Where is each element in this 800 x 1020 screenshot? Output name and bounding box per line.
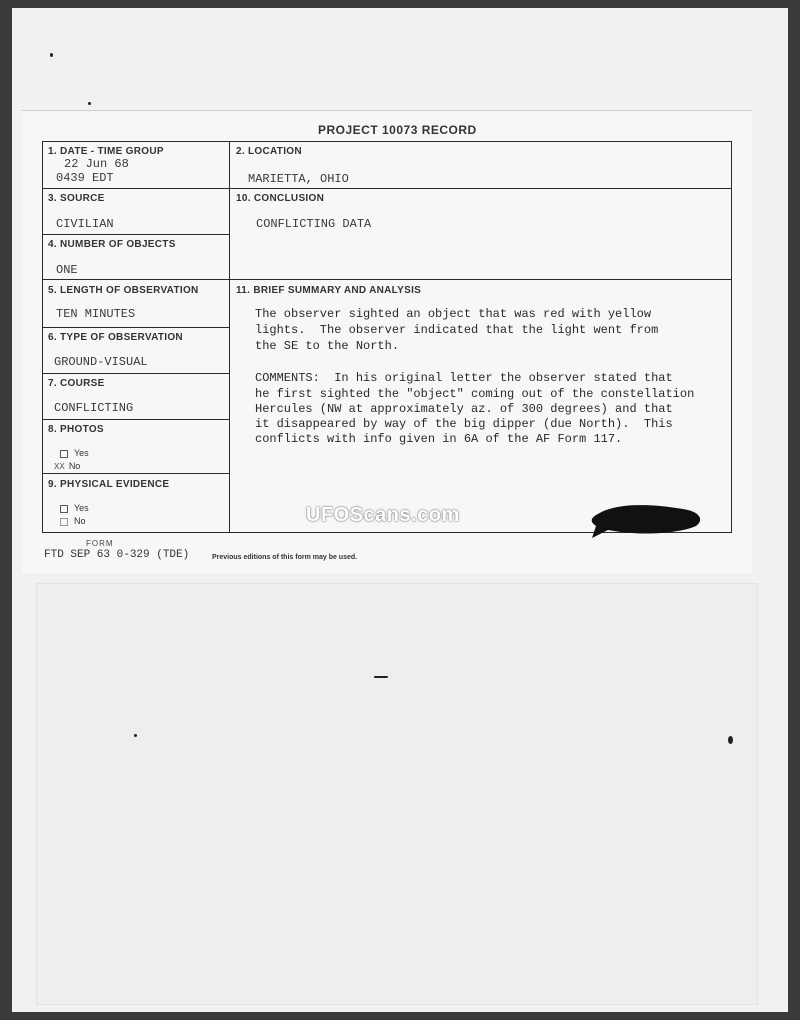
scan-speck (88, 102, 91, 105)
redaction-mark (588, 500, 706, 538)
comments-line: Hercules (NW at approximately az. of 300 degrees) and that (255, 402, 673, 416)
conclusion-label: 10. CONCLUSION (236, 193, 325, 204)
location-label: 2. LOCATION (236, 146, 302, 157)
date-time-label: 1. DATE - TIME GROUP (48, 146, 164, 157)
scan-speck (374, 676, 388, 678)
scan-speck (50, 53, 53, 57)
physical-evidence-no-option (60, 516, 86, 526)
row-line (42, 279, 732, 280)
row-line (42, 473, 229, 474)
conclusion-value: CONFLICTING DATA (256, 217, 372, 231)
course-value: CONFLICTING (54, 401, 134, 415)
row-line (42, 327, 229, 328)
comments-line: conflicts with info given in 6A of the AF Form 117. (255, 432, 623, 446)
row-line (42, 234, 229, 235)
time-value: 0439 EDT (56, 171, 114, 185)
checkbox-icon (60, 518, 68, 526)
footer-form-word: FORM (86, 539, 114, 548)
photos-no-mark: XX (54, 462, 65, 472)
scan-speck (134, 734, 137, 737)
comments-line: COMMENTS: In his original letter the observer stated that (255, 371, 673, 385)
physical-evidence-label: 9. PHYSICAL EVIDENCE (48, 479, 170, 490)
physical-evidence-no-label: No (74, 516, 86, 526)
comments-line: it disappeared by way of the big dipper (due North). This (255, 417, 673, 431)
number-of-objects-value: ONE (56, 263, 78, 277)
source-label: 3. SOURCE (48, 193, 105, 204)
footer-form-id: FTD SEP 63 0-329 (TDE) (44, 549, 190, 561)
summary-line: the SE to the North. (255, 339, 400, 353)
row-line (42, 373, 229, 374)
form-title: PROJECT 10073 RECORD (318, 123, 477, 137)
frame-top (42, 141, 732, 142)
summary-line: lights. The observer indicated that the light went from (255, 323, 659, 337)
photos-label: 8. PHOTOS (48, 424, 104, 435)
row-line (42, 419, 229, 420)
physical-evidence-yes-label: Yes (74, 503, 89, 513)
checkbox-icon (60, 505, 68, 513)
page-shadow-area (36, 583, 758, 1005)
length-of-observation-label: 5. LENGTH OF OBSERVATION (48, 285, 199, 296)
photos-yes-option (60, 448, 89, 458)
frame-left (42, 141, 43, 533)
checkbox-icon (60, 450, 68, 458)
source-value: CIVILIAN (56, 217, 114, 231)
comments-line: he first sighted the "object" coming out of the constellation (255, 387, 695, 401)
date-value: 22 Jun 68 (64, 157, 129, 171)
type-of-observation-label: 6. TYPE OF OBSERVATION (48, 332, 183, 343)
footer-note: Previous editions of this form may be used. (212, 554, 358, 561)
physical-evidence-yes-option (60, 503, 89, 513)
frame-divider (229, 141, 230, 533)
summary-label: 11. BRIEF SUMMARY AND ANALYSIS (236, 285, 422, 296)
photos-no-label: No (68, 461, 81, 471)
number-of-objects-label: 4. NUMBER OF OBJECTS (48, 239, 176, 250)
course-label: 7. COURSE (48, 378, 105, 389)
photos-no-option (54, 461, 80, 472)
watermark-logo: UFOScans.com (306, 504, 460, 526)
frame-right (731, 141, 732, 533)
type-of-observation-value: GROUND-VISUAL (54, 355, 148, 369)
photos-yes-label: Yes (74, 448, 89, 458)
scan-speck (728, 736, 733, 744)
length-of-observation-value: TEN MINUTES (56, 307, 136, 321)
row-line (42, 188, 732, 189)
location-value: MARIETTA, OHIO (248, 172, 349, 186)
summary-line: The observer sighted an object that was red with yellow (255, 307, 652, 321)
